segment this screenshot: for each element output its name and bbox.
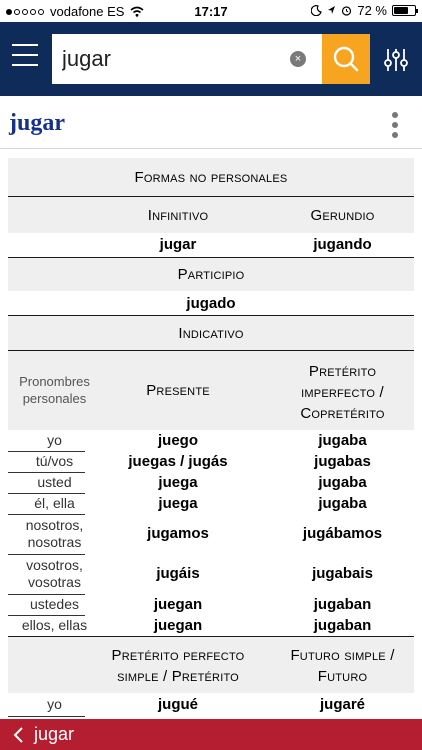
hamburger-icon: [12, 44, 38, 46]
table-row: [8, 430, 414, 451]
table-row: [8, 493, 414, 514]
close-icon: ×: [294, 53, 302, 65]
moon-icon: [311, 5, 322, 16]
no-personales-header: Formas no personales: [134, 168, 288, 186]
presente-cell: juega: [158, 494, 198, 512]
imperfecto-cell: jugabais: [312, 565, 373, 582]
perfecto-label: Pretérito perfecto simple / Pretérito: [111, 647, 245, 685]
pronoun-cell: ustedes: [29, 596, 80, 612]
gerundio-label: Gerundio: [310, 207, 375, 224]
gerundio-value: jugando: [313, 236, 372, 253]
chevron-left-icon: [12, 726, 24, 744]
presente-cell: juegas / jugás: [128, 452, 228, 470]
pronoun-cell: yo: [47, 432, 62, 448]
table-row: [8, 694, 414, 716]
infinitivo-label: Infinitivo: [147, 207, 209, 224]
presente-cell: juegan: [153, 616, 203, 634]
app-header: [0, 22, 422, 96]
carrier-label: vodafone ES: [50, 4, 125, 19]
participio-value: jugado: [186, 294, 236, 312]
location-icon: [327, 5, 336, 16]
imperfecto-cell: jugaban: [313, 616, 372, 634]
pronoun-cell: vosotros, vosotras: [26, 557, 83, 590]
table-row: [8, 514, 414, 554]
imperfecto-label: Pretérito imperfecto / Copretérito: [300, 363, 385, 422]
search-box: [52, 34, 322, 84]
participio-value-row: [8, 291, 414, 315]
table-row: [8, 615, 414, 636]
imperfecto-cell: jugaba: [318, 494, 367, 512]
imperfecto-cell: jugaba: [318, 431, 367, 449]
table-row: [8, 594, 414, 615]
search-input[interactable]: [62, 34, 282, 84]
indicativo-header: Indicativo: [178, 324, 244, 342]
pronoun-cell: usted: [37, 474, 72, 490]
futuro-cell: jugaré: [319, 696, 365, 713]
battery-icon: [392, 5, 416, 16]
menu-button[interactable]: [12, 44, 38, 68]
indicativo-header-row: [8, 316, 414, 350]
no-personales-values-row: [8, 233, 414, 257]
alarm-icon: [341, 5, 352, 16]
clear-search-button[interactable]: [290, 51, 306, 67]
imperfecto-cell: jugabas: [314, 452, 371, 470]
filter-settings-button[interactable]: [382, 46, 410, 74]
search-icon: [322, 34, 370, 84]
status-time: 17:17: [194, 4, 228, 19]
status-right: [311, 3, 416, 18]
infinitivo-value: jugar: [159, 236, 197, 253]
more-options-button[interactable]: [392, 112, 400, 140]
presente-cell: juego: [158, 431, 198, 449]
table-row: [8, 451, 414, 472]
presente-cell: juega: [158, 473, 198, 491]
perfecto-cell: jugué: [158, 696, 198, 713]
participio-label-row: [8, 258, 414, 291]
participio-label: Participio: [177, 266, 245, 283]
futuro-label: Futuro simple / Futuro: [290, 647, 395, 685]
indicativo-labels-row: [8, 351, 414, 430]
pronoun-cell: ellos, ellas: [21, 617, 88, 633]
imperfecto-cell: jugábamos: [302, 525, 383, 542]
divider: [0, 148, 422, 149]
back-to-word-bar[interactable]: [0, 719, 422, 750]
perfecto-futuro-labels-row: [8, 637, 414, 693]
imperfecto-cell: jugaban: [313, 595, 372, 613]
pronoun-cell: nosotros, nosotras: [25, 517, 84, 550]
presente-label: Presente: [146, 382, 210, 399]
pronoun-cell: tú/vos: [35, 453, 74, 469]
status-bar: [0, 0, 422, 22]
pronoun-divider: [8, 716, 85, 717]
no-personales-labels-row: [8, 197, 414, 233]
pronombres-label: Pronombres personales: [19, 374, 90, 406]
table-row: [8, 472, 414, 493]
sliders-icon: [382, 46, 410, 74]
battery-percent: 72 %: [357, 3, 387, 18]
word-title: jugar: [9, 110, 65, 136]
table-row: [8, 554, 414, 594]
pronoun-cell: yo: [47, 696, 62, 712]
imperfecto-cell: jugaba: [318, 473, 367, 491]
pronoun-cell: él, ella: [34, 495, 75, 511]
presente-cell: juegan: [153, 595, 203, 613]
back-word-label: jugar: [34, 724, 75, 744]
more-vertical-icon: [392, 112, 398, 118]
presente-cell: jugáis: [156, 565, 200, 582]
no-personales-header-row: [8, 158, 414, 196]
search-button[interactable]: [322, 34, 370, 84]
presente-cell: jugamos: [147, 525, 209, 542]
